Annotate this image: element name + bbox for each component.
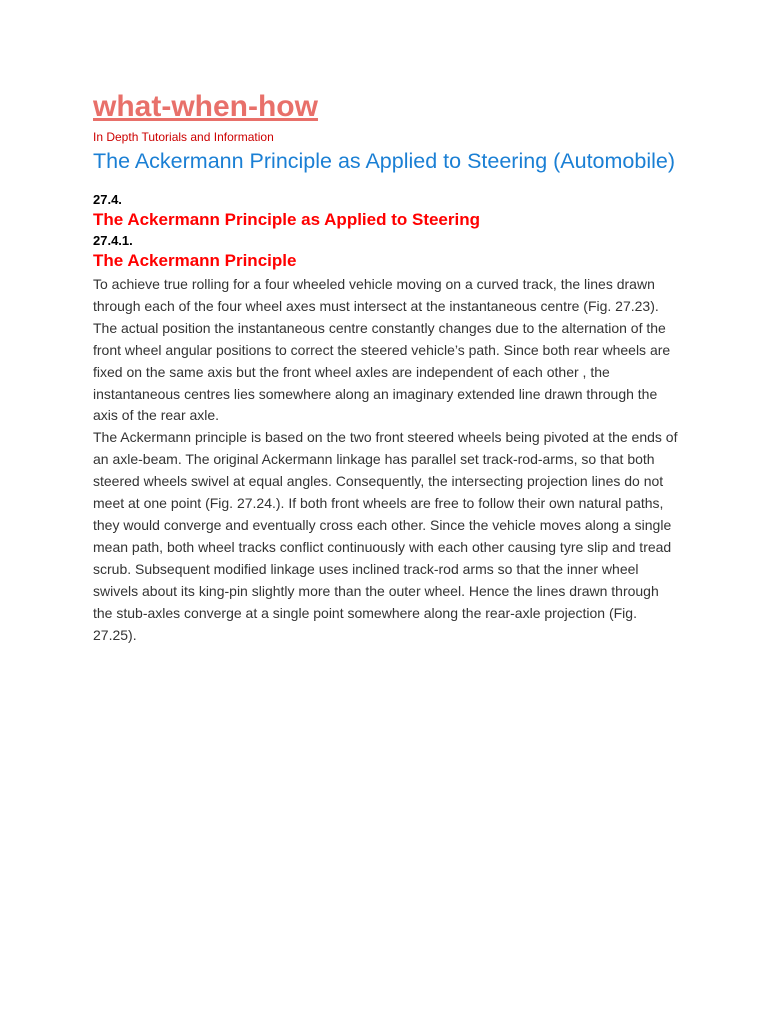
- body-paragraph: To achieve true rolling for a four wheeled vehicle moving on a curved track, the lines drawn through each of the four wheel axes must intersect at the instantaneous centre (Fig. 27.23). The actual position the instantaneous centre constantly changes due to the alternation of the front wheel angular positions to correct the steered vehicle’s path. Since both rear wheels are fixed on the same axis but the front wheel axles are independent of each other , the instantaneous centres lies somewhere along an imaginary extended line drawn through the axis of the rear axle.: [93, 276, 671, 424]
- article-content: [93, 88, 678, 646]
- body-paragraph: The Ackermann principle is based on the two front steered wheels being pivoted at the ends of an axle-beam. The original Ackermann linkage has parallel set track-rod-arms, so that both steered wheels swivel at equal angles. Consequently, the intersecting projection lines do not meet at one point (Fig. 27.24.). If both front wheels are free to follow their own natural paths, they would converge and eventually cross each other. Since the vehicle moves along a single mean path, both wheel tracks conflict continuously with each other causing tyre slip and tread scrub. Subsequent modified linkage uses inclined track-rod arms so that the inner wheel swivels about its king-pin slightly more than the outer wheel. Hence the lines drawn through the stub-axles converge at a single point somewhere along the rear-axle projection (Fig. 27.25).: [93, 429, 678, 643]
- subsection-number: 27.4.1.: [93, 233, 133, 248]
- subsection-heading: The Ackermann Principle: [93, 251, 297, 270]
- site-title-link[interactable]: what-when-how: [93, 90, 318, 123]
- section-heading: The Ackermann Principle as Applied to Steering: [93, 210, 480, 229]
- site-tagline: In Depth Tutorials and Information: [93, 130, 274, 144]
- article-title: The Ackermann Principle as Applied to Steering (Automobile): [93, 149, 676, 173]
- section-number: 27.4.: [93, 192, 122, 207]
